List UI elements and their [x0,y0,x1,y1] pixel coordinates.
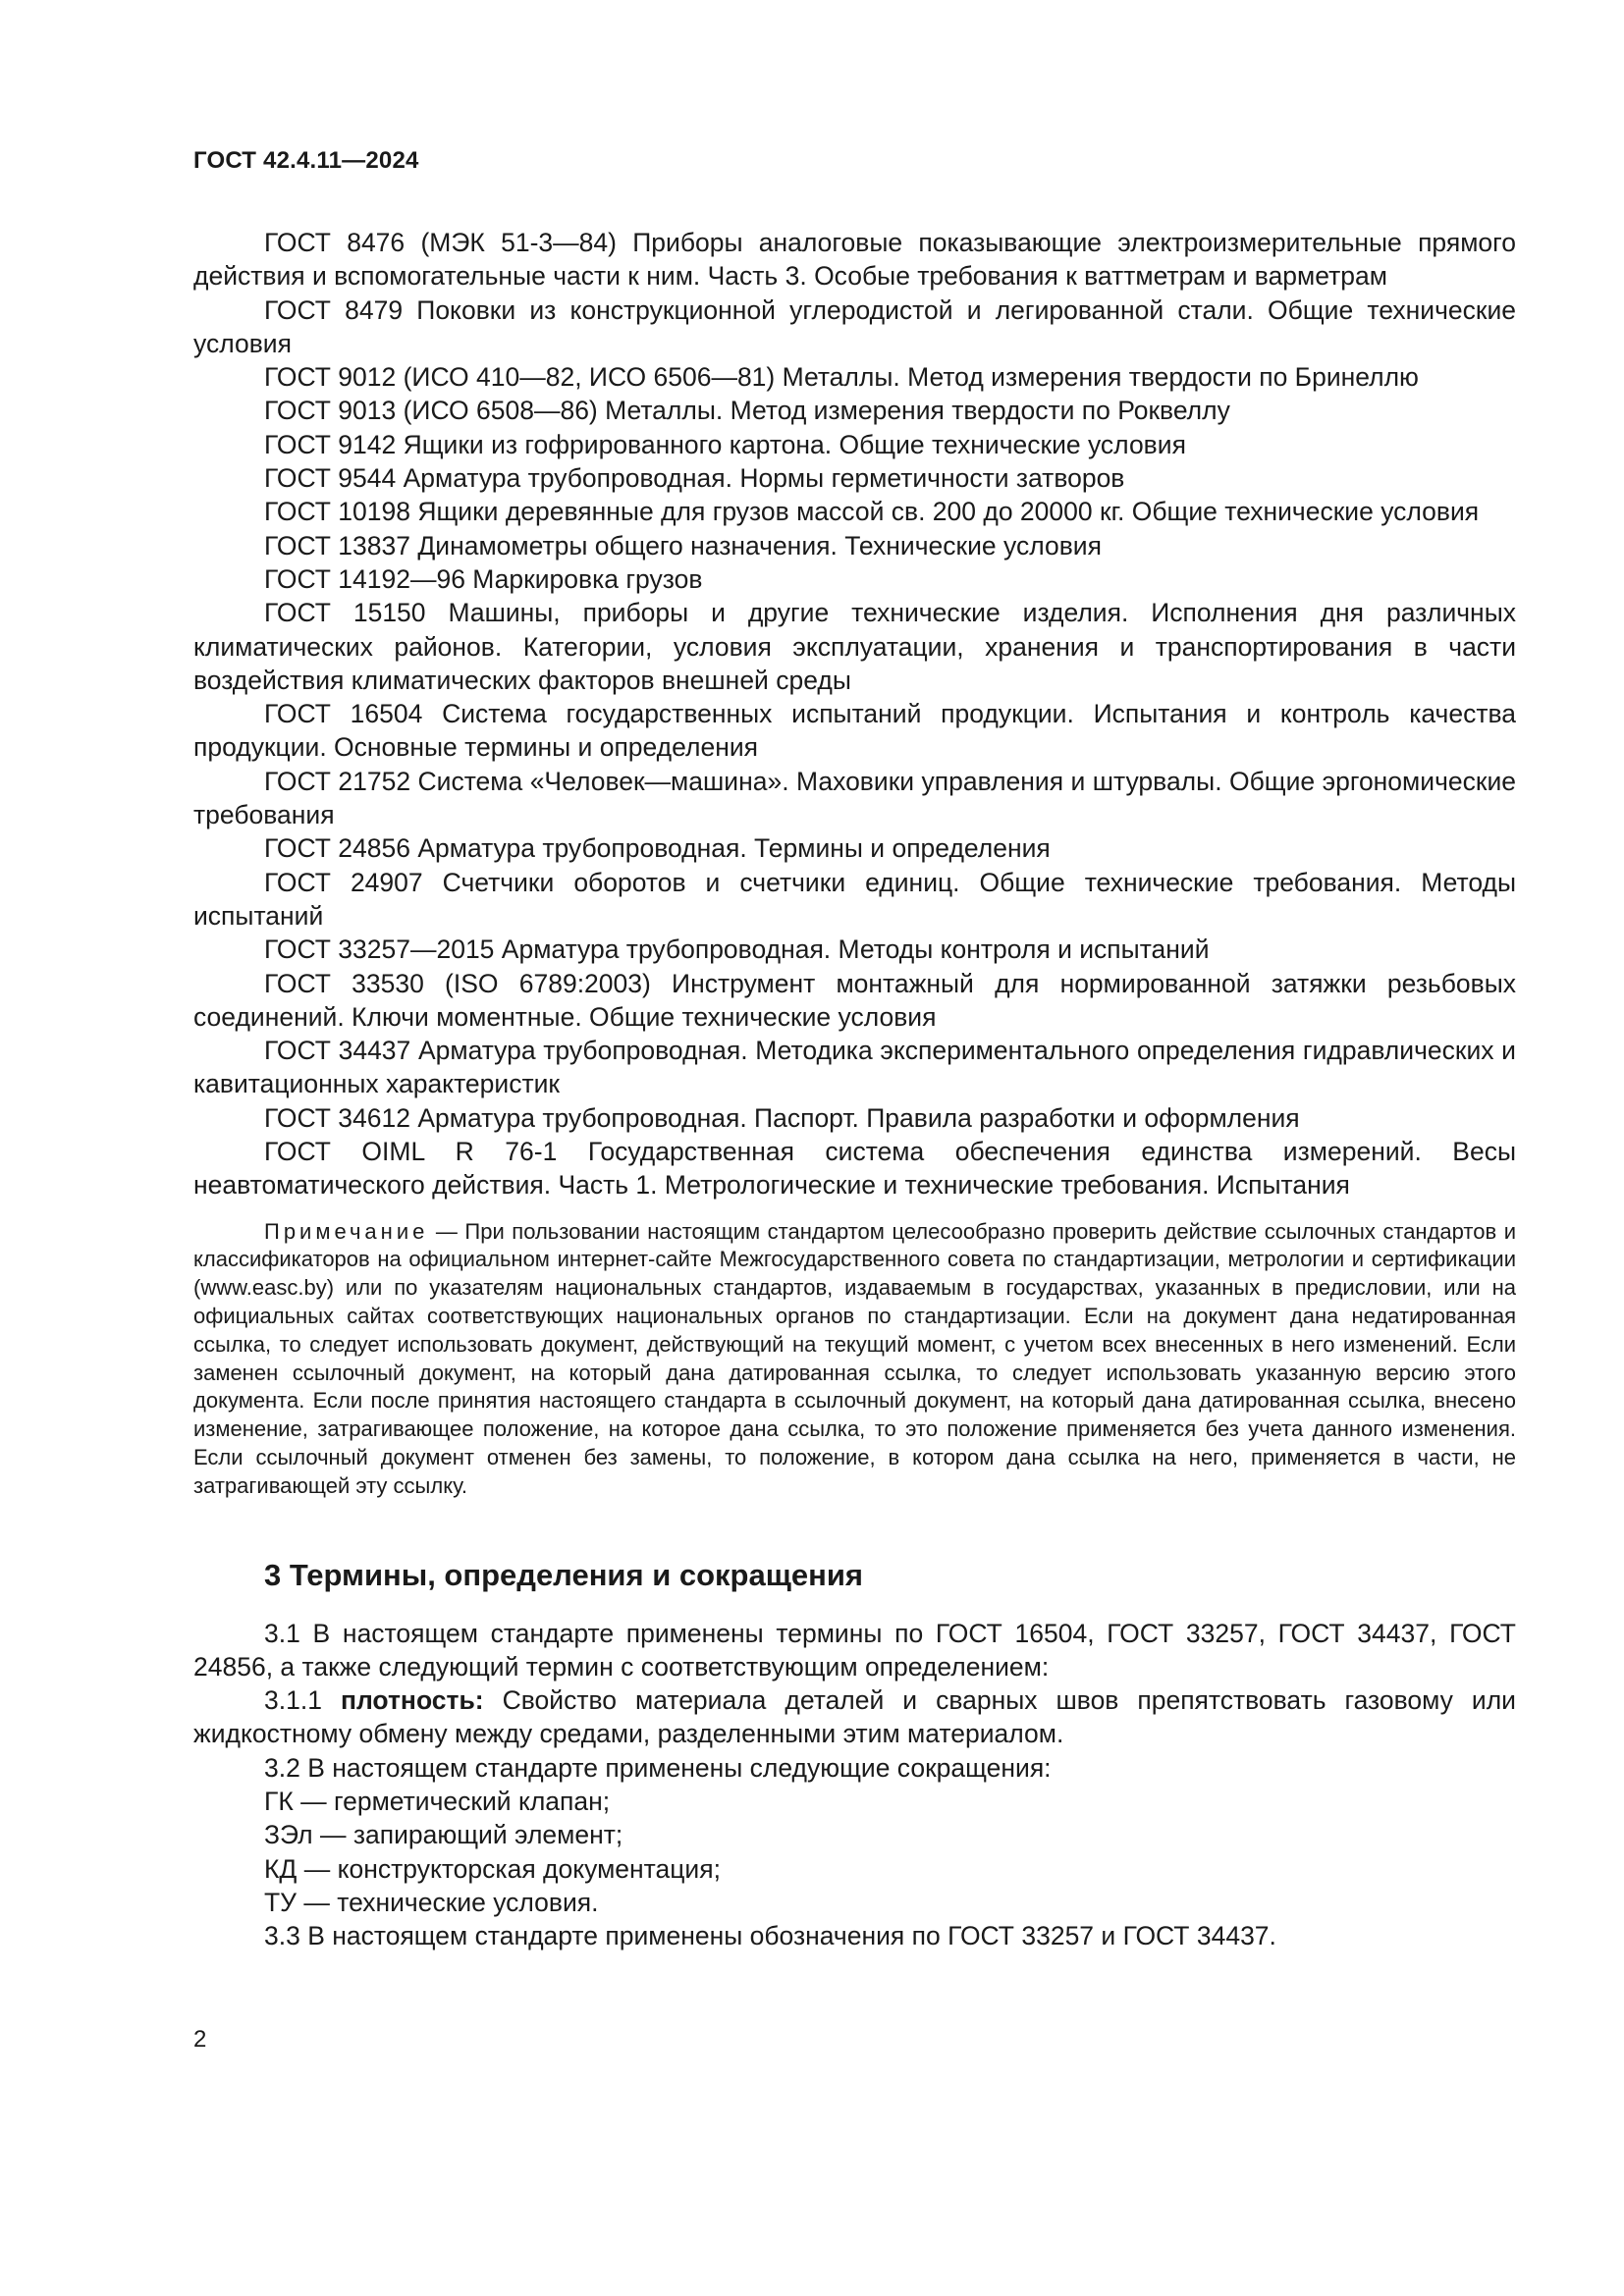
reference-item: ГОСТ 15150 Машины, приборы и другие технические изделия. Исполнения дня различных климатических районов. Категории, условия эксплуатации, хранения и транспортирования в части воздействия климатических факторов внешней среды [193,598,1516,695]
note-paragraph [193,1218,1516,1501]
clause-number: 3.1.1 [264,1685,341,1716]
clause-3-1: 3.1 В настоящем стандарте применены термины по ГОСТ 16504, ГОСТ 33257, ГОСТ 34437, ГОСТ 24856, а также следующий термин с соответствующим определением: [193,1618,1516,1682]
reference-item: ГОСТ 24907 Счетчики оборотов и счетчики единиц. Общие технические требования. Методы испытаний [193,867,1516,931]
reference-item: ГОСТ OIML R 76-1 Государственная система обеспечения единства измерений. Весы неавтоматического действия. Часть 1. Метрологические и технические требования. Испытания [193,1137,1516,1201]
note-text: — При пользовании настоящим стандартом целесообразно проверить действие ссылочных стандартов и классификаторов на официальном интернет-сайте Межгосударственного совета по стандартизации, метрологии и сертификации (www.easc.by) или по указателям национальных стандартов, издаваемым в государствах, указанных в предисловии, или на официальных сайтах соответствующих национальных органов по стандартизации. Если на документ дана недатированная ссылка, то следует использовать документ, действующий на текущий момент, с учетом всех внесенных в него изменений. Если заменен ссылочный документ, на который дана датированная ссылка, то следует использовать указанную версию этого документа. Если после принятия настоящего стандарта в ссылочный документ, на который дана датированная ссылка, внесено изменение, затрагивающее положение, на которое дана ссылка, то это положение применяется без учета данного изменения. Если ссылочный документ отменен без замены, то положение, в котором дана ссылка на него, применяется в части, не затрагивающей эту ссылку. [193,1218,1516,1498]
reference-item: ГОСТ 8476 (МЭК 51-3—84) Приборы аналоговые показывающие электроизмерительные прямого действия и вспомогательные части к ним. Часть 3. Особые требования к ваттметрам и варметрам [193,228,1516,292]
reference-item: ГОСТ 9142 Ящики из гофрированного картона. Общие технические условия [264,429,1186,459]
reference-item: ГОСТ 9544 Арматура трубопроводная. Нормы герметичности затворов [264,463,1125,494]
section-heading: 3 Термины, определения и сокращения [264,1557,863,1592]
reference-item: ГОСТ 9012 (ИСО 410—82, ИСО 6506—81) Металлы. Метод измерения твердости по Бринеллю [264,362,1419,393]
abbreviation-item: ГК — герметический клапан; [264,1787,611,1817]
document-body [193,226,1516,1953]
abbreviation-item: ЗЭл — запирающий элемент; [264,1820,623,1850]
reference-item: ГОСТ 13837 Динамометры общего назначения. Технические условия [264,530,1102,561]
reference-item: ГОСТ 10198 Ящики деревянные для грузов массой св. 200 до 20000 кг. Общие технические условия [264,497,1480,527]
page-number: 2 [193,2026,207,2053]
term-definition: Свойство материала деталей и сварных швов препятствовать газовому или жидкостному обмену между средами, разделенными этим материалом. [193,1685,1516,1749]
clause-3-3: 3.3 В настоящем стандарте применены обозначения по ГОСТ 33257 и ГОСТ 34437. [264,1921,1276,1951]
term-name: плотность: [340,1685,484,1716]
reference-item: ГОСТ 14192—96 Маркировка грузов [264,563,703,594]
note-label: Примечание [264,1218,429,1244]
clause-3-2: 3.2 В настоящем стандарте применены следующие сокращения: [264,1752,1052,1783]
reference-item: ГОСТ 34437 Арматура трубопроводная. Методика экспериментального определения гидравлических и кавитационных характеристик [193,1036,1516,1099]
abbreviation-item: ТУ — технические условия. [264,1887,599,1917]
abbreviation-item: КД — конструкторская документация; [264,1853,721,1884]
reference-item: ГОСТ 33530 (ISO 6789:2003) Инструмент монтажный для нормированной затяжки резьбовых соединений. Ключи моментные. Общие технические условия [193,968,1516,1032]
reference-item: ГОСТ 9013 (ИСО 6508—86) Металлы. Метод измерения твердости по Роквеллу [264,396,1230,426]
document-code-header: ГОСТ 42.4.11—2024 [193,147,419,174]
reference-item: ГОСТ 33257—2015 Арматура трубопроводная. Методы контроля и испытаний [264,934,1210,965]
reference-item: ГОСТ 16504 Система государственных испытаний продукции. Испытания и контроль качества продукции. Основные термины и определения [193,699,1516,763]
reference-item: ГОСТ 24856 Арматура трубопроводная. Термины и определения [264,833,1051,864]
reference-item: ГОСТ 34612 Арматура трубопроводная. Паспорт. Правила разработки и оформления [264,1102,1300,1133]
reference-item: ГОСТ 8479 Поковки из конструкционной углеродистой и легированной стали. Общие технические условия [193,294,1516,358]
reference-item: ГОСТ 21752 Система «Человек—машина». Маховики управления и штурвалы. Общие эргономические требования [193,766,1516,830]
clause-3-1-1 [193,1683,1516,1751]
references-list [193,226,1516,1202]
